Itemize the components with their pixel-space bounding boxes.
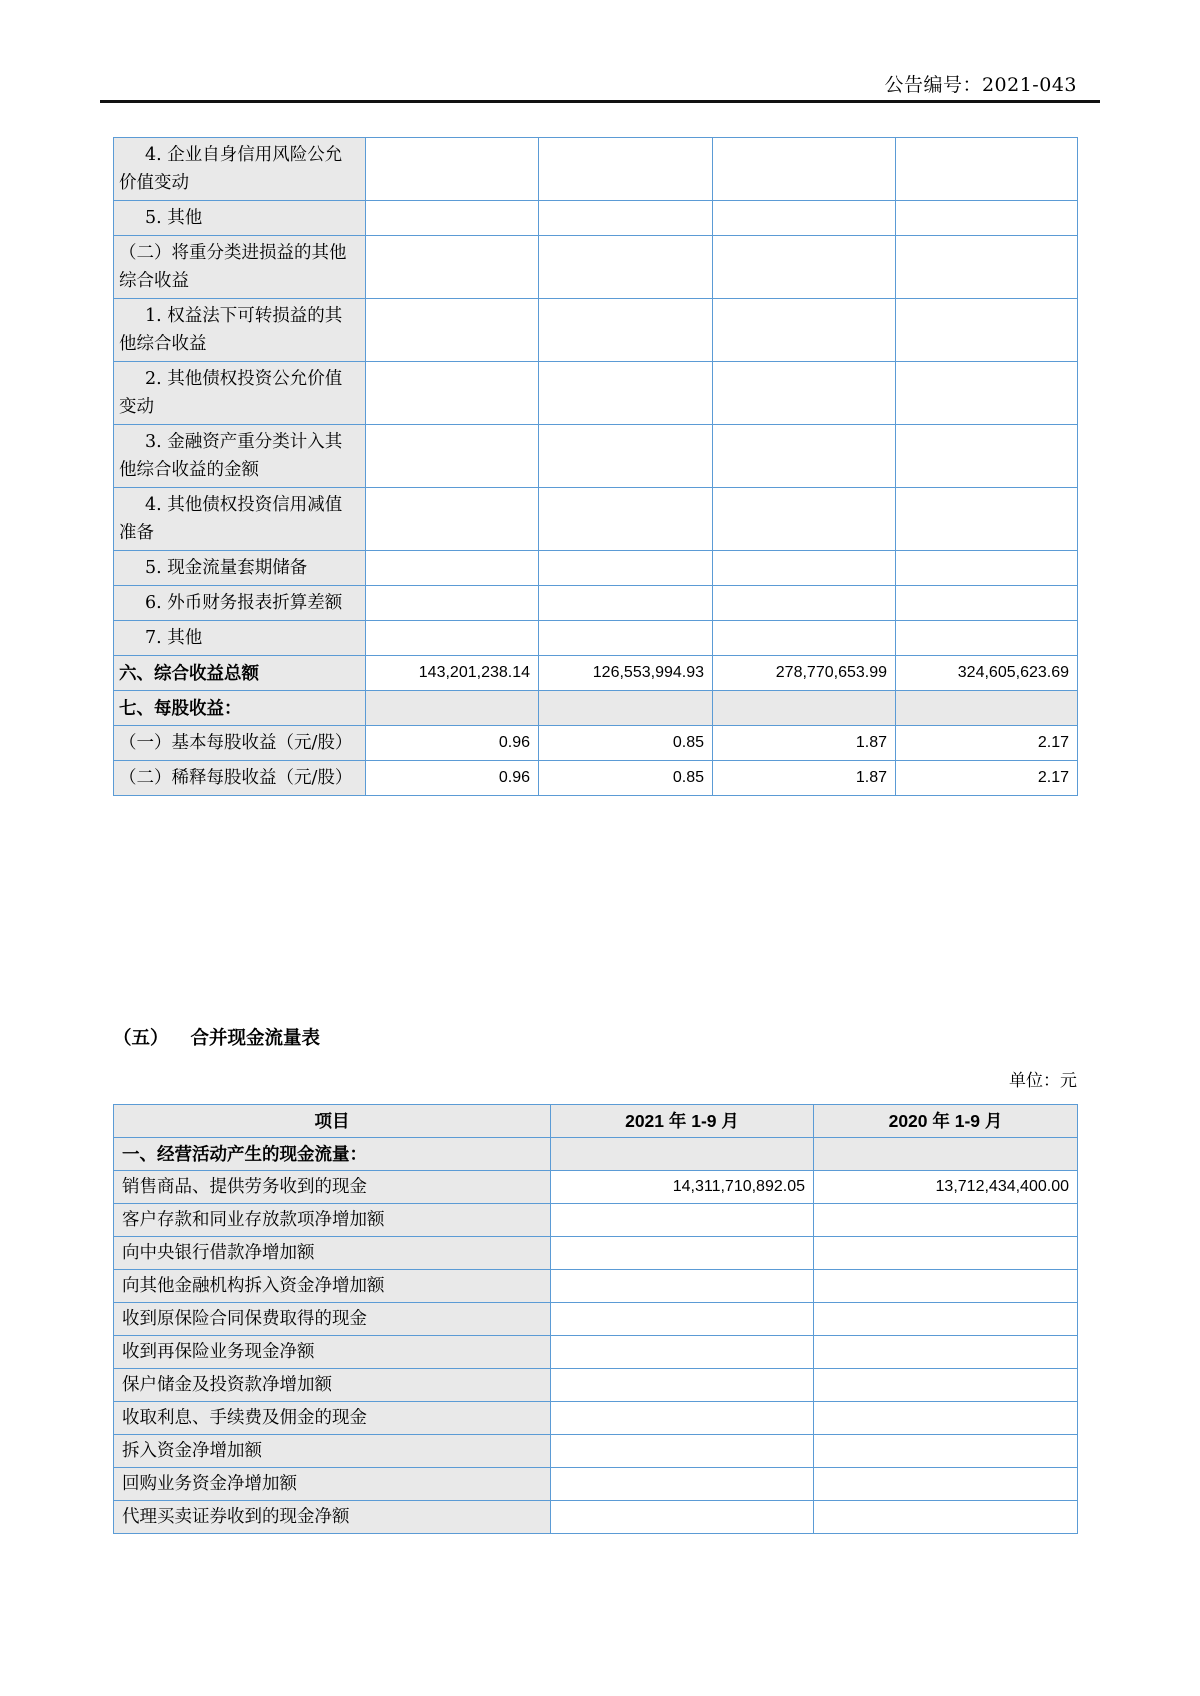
row-value-empty bbox=[551, 1468, 814, 1501]
row-value-empty bbox=[366, 488, 539, 551]
row-value-empty bbox=[896, 362, 1078, 425]
row-value-empty bbox=[366, 138, 539, 201]
column-header-2020: 2020 年 1-9 月 bbox=[814, 1105, 1078, 1138]
row-label: 拆入资金净增加额 bbox=[114, 1435, 551, 1468]
row-value-empty bbox=[713, 488, 896, 551]
row-value: 14,311,710,892.05 bbox=[551, 1171, 814, 1204]
row-value-empty bbox=[551, 1501, 814, 1534]
row-label: 4. 其他债权投资信用减值准备 bbox=[114, 488, 366, 551]
row-value-empty bbox=[551, 1369, 814, 1402]
row-value-empty bbox=[713, 138, 896, 201]
column-header-item: 项目 bbox=[114, 1105, 551, 1138]
row-value-empty bbox=[814, 1336, 1078, 1369]
row-value-empty bbox=[896, 201, 1078, 236]
row-value-empty bbox=[539, 138, 713, 201]
row-label: 收到再保险业务现金净额 bbox=[114, 1336, 551, 1369]
table-row bbox=[114, 1138, 1078, 1171]
row-value: 0.85 bbox=[539, 761, 713, 796]
row-label: （二）稀释每股收益（元/股） bbox=[114, 761, 366, 796]
row-label: 六、综合收益总额 bbox=[114, 656, 366, 691]
row-value-empty bbox=[814, 1303, 1078, 1336]
cash-flow-header-row bbox=[114, 1105, 1078, 1138]
row-label: 一、经营活动产生的现金流量： bbox=[114, 1138, 551, 1171]
row-value-empty bbox=[896, 621, 1078, 656]
row-label: 代理买卖证券收到的现金净额 bbox=[114, 1501, 551, 1534]
table-row bbox=[114, 761, 1078, 796]
cash-flow-table-body bbox=[114, 1138, 1078, 1534]
row-label: 6. 外币财务报表折算差额 bbox=[114, 586, 366, 621]
row-value: 2.17 bbox=[896, 761, 1078, 796]
table-row bbox=[114, 1369, 1078, 1402]
row-value-empty bbox=[539, 299, 713, 362]
row-value: 13,712,434,400.00 bbox=[814, 1171, 1078, 1204]
row-value-empty bbox=[551, 1336, 814, 1369]
row-value-empty bbox=[366, 551, 539, 586]
table-row bbox=[114, 1468, 1078, 1501]
row-label: （一）基本每股收益（元/股） bbox=[114, 726, 366, 761]
row-value: 0.96 bbox=[366, 761, 539, 796]
row-value: 126,553,994.93 bbox=[539, 656, 713, 691]
row-value-empty bbox=[366, 236, 539, 299]
row-value-empty bbox=[366, 691, 539, 726]
row-value-empty bbox=[814, 1138, 1078, 1171]
table-row bbox=[114, 1270, 1078, 1303]
table-row bbox=[114, 1501, 1078, 1534]
row-value-empty bbox=[551, 1402, 814, 1435]
row-label: 收取利息、手续费及佣金的现金 bbox=[114, 1402, 551, 1435]
row-value-empty bbox=[366, 362, 539, 425]
row-value-empty bbox=[539, 201, 713, 236]
row-label: 1. 权益法下可转损益的其他综合收益 bbox=[114, 299, 366, 362]
table-row bbox=[114, 1171, 1078, 1204]
row-label: 回购业务资金净增加额 bbox=[114, 1468, 551, 1501]
row-value-empty bbox=[713, 586, 896, 621]
table-row bbox=[114, 726, 1078, 761]
row-value-empty bbox=[539, 621, 713, 656]
row-value-empty bbox=[539, 551, 713, 586]
row-value-empty bbox=[713, 236, 896, 299]
row-label: 保户储金及投资款净增加额 bbox=[114, 1369, 551, 1402]
row-value-empty bbox=[896, 299, 1078, 362]
row-value-empty bbox=[814, 1270, 1078, 1303]
row-value-empty bbox=[896, 551, 1078, 586]
row-value-empty bbox=[814, 1435, 1078, 1468]
table-row bbox=[114, 621, 1078, 656]
section-heading bbox=[113, 1024, 320, 1050]
row-value-empty bbox=[814, 1402, 1078, 1435]
table-row bbox=[114, 1402, 1078, 1435]
section-title: 合并现金流量表 bbox=[190, 1027, 321, 1048]
table-row bbox=[114, 1204, 1078, 1237]
row-value-empty bbox=[366, 201, 539, 236]
announcement-number: 公告编号：2021-043 bbox=[884, 74, 1077, 96]
row-value-empty bbox=[713, 201, 896, 236]
row-value-empty bbox=[713, 299, 896, 362]
row-value-empty bbox=[366, 586, 539, 621]
row-label: 七、每股收益： bbox=[114, 691, 366, 726]
row-value-empty bbox=[551, 1204, 814, 1237]
comprehensive-income-table-body bbox=[114, 138, 1078, 796]
row-value-empty bbox=[896, 488, 1078, 551]
row-value-empty bbox=[896, 236, 1078, 299]
row-value-empty bbox=[551, 1270, 814, 1303]
row-value-empty bbox=[896, 425, 1078, 488]
row-value-empty bbox=[896, 691, 1078, 726]
row-value-empty bbox=[896, 138, 1078, 201]
row-value-empty bbox=[539, 236, 713, 299]
row-value-empty bbox=[814, 1369, 1078, 1402]
row-value: 143,201,238.14 bbox=[366, 656, 539, 691]
column-header-2021: 2021 年 1-9 月 bbox=[551, 1105, 814, 1138]
section-number: （五） bbox=[113, 1027, 169, 1048]
table-row bbox=[114, 691, 1078, 726]
unit-label: 单位：元 bbox=[1009, 1071, 1077, 1091]
row-value-empty bbox=[366, 299, 539, 362]
row-label: 收到原保险合同保费取得的现金 bbox=[114, 1303, 551, 1336]
table-row bbox=[114, 1435, 1078, 1468]
row-value: 1.87 bbox=[713, 726, 896, 761]
table-row bbox=[114, 201, 1078, 236]
row-value-empty bbox=[551, 1237, 814, 1270]
row-value: 0.96 bbox=[366, 726, 539, 761]
row-value-empty bbox=[551, 1303, 814, 1336]
row-value-empty bbox=[814, 1468, 1078, 1501]
row-label: 5. 现金流量套期储备 bbox=[114, 551, 366, 586]
row-value-empty bbox=[539, 362, 713, 425]
row-label: 客户存款和同业存放款项净增加额 bbox=[114, 1204, 551, 1237]
row-label: 5. 其他 bbox=[114, 201, 366, 236]
row-value-empty bbox=[713, 362, 896, 425]
row-value-empty bbox=[539, 488, 713, 551]
row-value-empty bbox=[713, 551, 896, 586]
table-row bbox=[114, 551, 1078, 586]
row-value-empty bbox=[366, 621, 539, 656]
row-value: 324,605,623.69 bbox=[896, 656, 1078, 691]
row-label: 销售商品、提供劳务收到的现金 bbox=[114, 1171, 551, 1204]
row-value-empty bbox=[551, 1435, 814, 1468]
row-label: 4. 企业自身信用风险公允价值变动 bbox=[114, 138, 366, 201]
table-row bbox=[114, 138, 1078, 201]
row-value-empty bbox=[539, 691, 713, 726]
table-row bbox=[114, 425, 1078, 488]
row-value-empty bbox=[814, 1501, 1078, 1534]
comprehensive-income-table bbox=[113, 137, 1078, 796]
row-value-empty bbox=[814, 1237, 1078, 1270]
header-divider-rule bbox=[100, 100, 1100, 103]
row-value-empty bbox=[713, 621, 896, 656]
row-label: 向其他金融机构拆入资金净增加额 bbox=[114, 1270, 551, 1303]
row-value-empty bbox=[551, 1138, 814, 1171]
row-value-empty bbox=[539, 425, 713, 488]
row-label: （二）将重分类进损益的其他综合收益 bbox=[114, 236, 366, 299]
row-value-empty bbox=[814, 1204, 1078, 1237]
row-value: 1.87 bbox=[713, 761, 896, 796]
row-value-empty bbox=[713, 691, 896, 726]
table-row bbox=[114, 1303, 1078, 1336]
row-value: 2.17 bbox=[896, 726, 1078, 761]
row-label: 2. 其他债权投资公允价值变动 bbox=[114, 362, 366, 425]
table-row bbox=[114, 1237, 1078, 1270]
table-row bbox=[114, 236, 1078, 299]
row-label: 7. 其他 bbox=[114, 621, 366, 656]
row-value: 0.85 bbox=[539, 726, 713, 761]
table-row bbox=[114, 362, 1078, 425]
table-row bbox=[114, 488, 1078, 551]
row-value: 278,770,653.99 bbox=[713, 656, 896, 691]
row-value-empty bbox=[539, 586, 713, 621]
row-value-empty bbox=[713, 425, 896, 488]
row-value-empty bbox=[366, 425, 539, 488]
row-value-empty bbox=[896, 586, 1078, 621]
row-label: 3. 金融资产重分类计入其他综合收益的金额 bbox=[114, 425, 366, 488]
table-row bbox=[114, 586, 1078, 621]
table-row bbox=[114, 1336, 1078, 1369]
row-label: 向中央银行借款净增加额 bbox=[114, 1237, 551, 1270]
cash-flow-table bbox=[113, 1104, 1078, 1534]
table-row bbox=[114, 299, 1078, 362]
table-row bbox=[114, 656, 1078, 691]
